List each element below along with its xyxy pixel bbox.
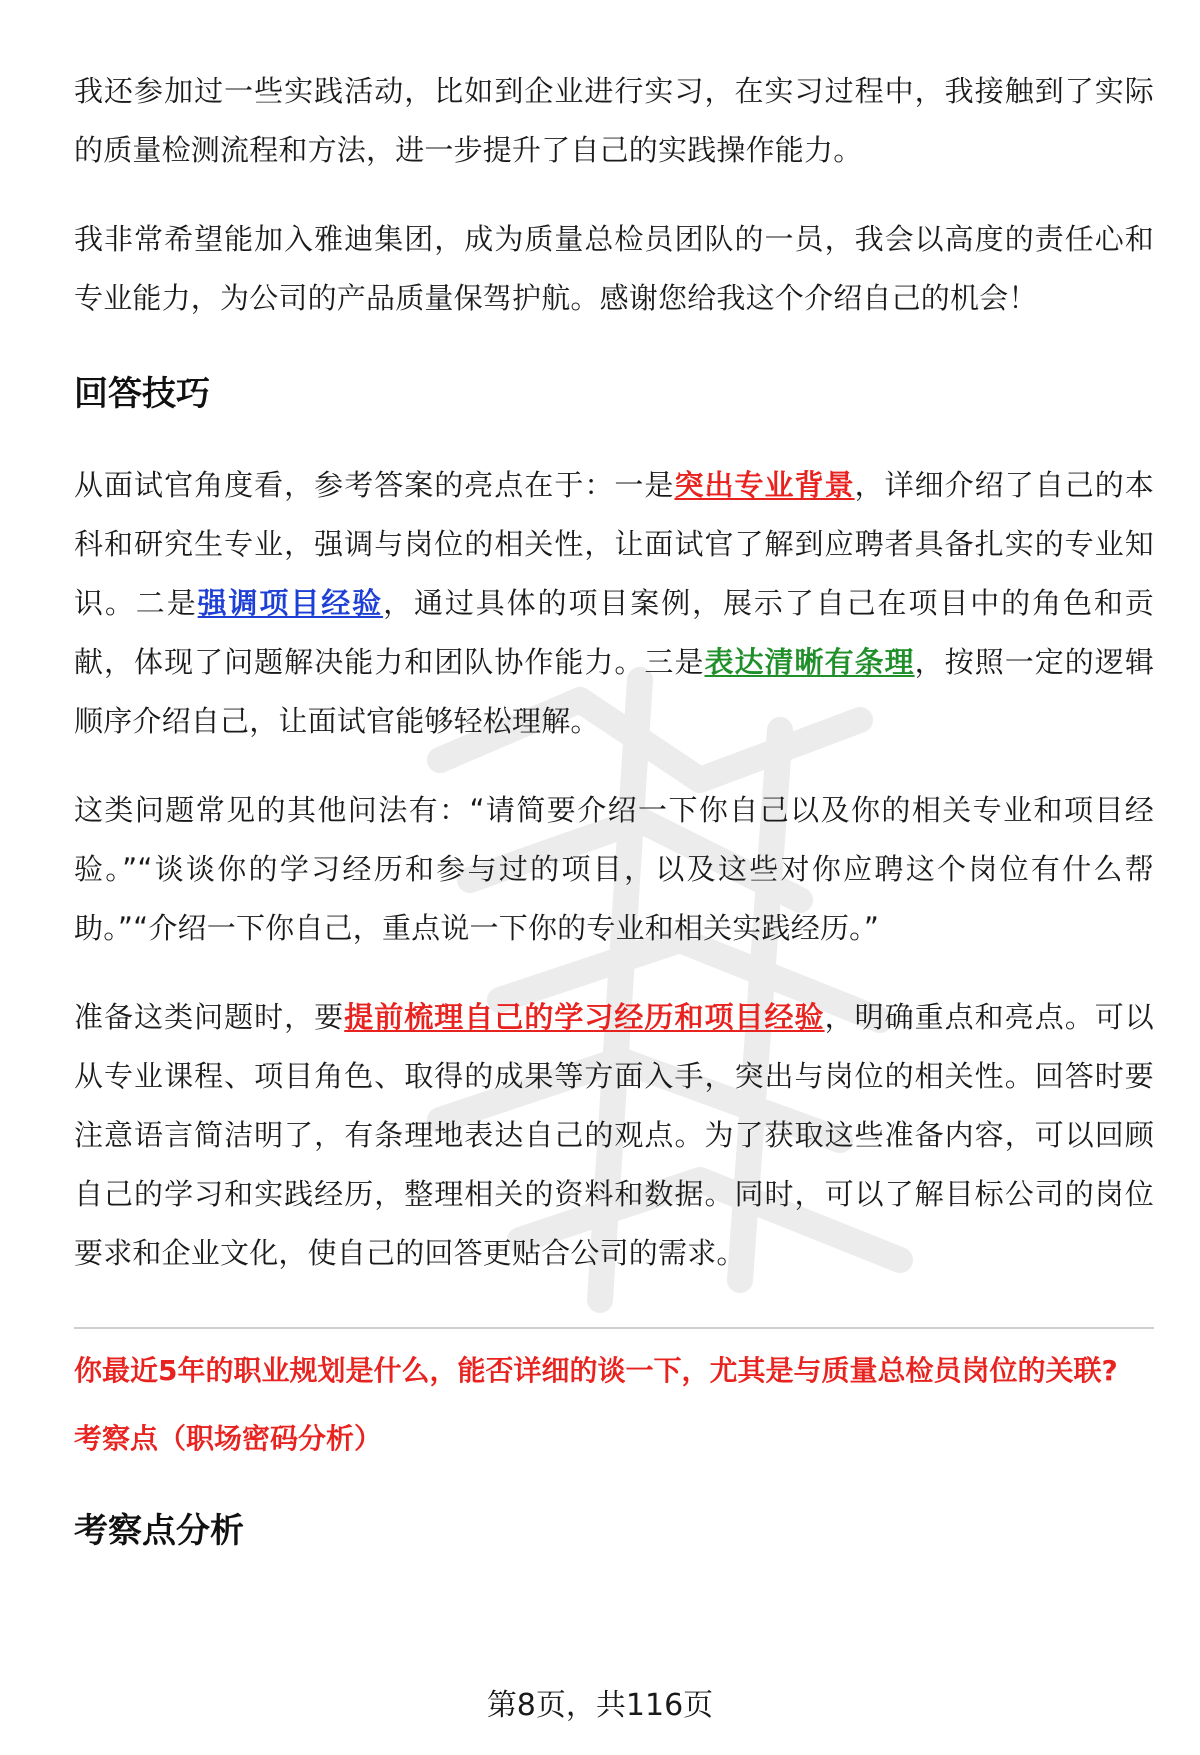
section-divider <box>74 1327 1154 1329</box>
tips-paragraph-variants: 这类问题常见的其他问法有：“请简要介绍一下你自己以及你的相关专业和项目经验。”“谈谈你的学习经历和参与过的项目，以及这些对你应聘这个岗位有什么帮助。”“介绍一下你自己，重点说一下你的专业和相关实践经历。” <box>74 793 1154 945</box>
paragraph-text: ，按照一定的逻辑顺序介绍自己，让面试官能够轻松理解。 <box>74 645 1155 738</box>
paragraph-text: ，明确重点和亮点。可以从专业课程、项目角色、取得的成果等方面入手，突出与岗位的相关性。回答时要注意语言简洁明了，有条理地表达自己的观点。为了获取这些准备内容，可以回顾自己的学习和实践经历，整理相关的资料和数据。同时，可以了解目标公司的岗位要求和企业文化，使自己的回答更贴合公司的需求。 <box>74 1000 1154 1270</box>
document-page <box>74 62 1154 1593</box>
paragraph-text: ，详细介绍了自己的本科和研究生专业，强调与岗位的相关性，让面试官了解到应聘者具备扎实的专业知识。二是 <box>74 468 1154 620</box>
highlight-project-experience: 强调项目经验 <box>197 586 384 620</box>
highlight-clear-expression: 表达清晰有条理 <box>704 645 915 679</box>
interview-question: 你最近5年的职业规划是什么，能否详细的谈一下，尤其是与质量总检员岗位的关联? <box>74 1354 1118 1387</box>
tips-paragraph-preparation <box>74 988 1154 1283</box>
question-subheading: 考察点（职场密码分析） <box>74 1422 383 1455</box>
paragraph-text: 从面试官角度看，参考答案的亮点在于：一是 <box>74 468 675 502</box>
body-paragraph: 我还参加过一些实践活动，比如到企业进行实习，在实习过程中，我接触到了实际的质量检测流程和方法，进一步提升了自己的实践操作能力。 <box>74 74 1154 167</box>
body-paragraph: 我非常希望能加入雅迪集团，成为质量总检员团队的一员，我会以高度的责任心和专业能力，为公司的产品质量保驾护航。感谢您给我这个介绍自己的机会！ <box>74 222 1154 315</box>
tips-paragraph-highlights <box>74 456 1154 751</box>
section-heading-analysis: 考察点分析 <box>74 1511 244 1551</box>
page-number-footer: 第8页，共116页 <box>486 1688 714 1723</box>
paragraph-text: 准备这类问题时，要 <box>74 1000 345 1034</box>
section-heading-tips: 回答技巧 <box>74 374 210 414</box>
paragraph-text: ，通过具体的项目案例，展示了自己在项目中的角色和贡献，体现了问题解决能力和团队协作能力。三是 <box>74 586 1154 679</box>
highlight-professional-background: 突出专业背景 <box>674 468 855 502</box>
highlight-prepare-experience: 提前梳理自己的学习经历和项目经验 <box>344 1000 825 1034</box>
